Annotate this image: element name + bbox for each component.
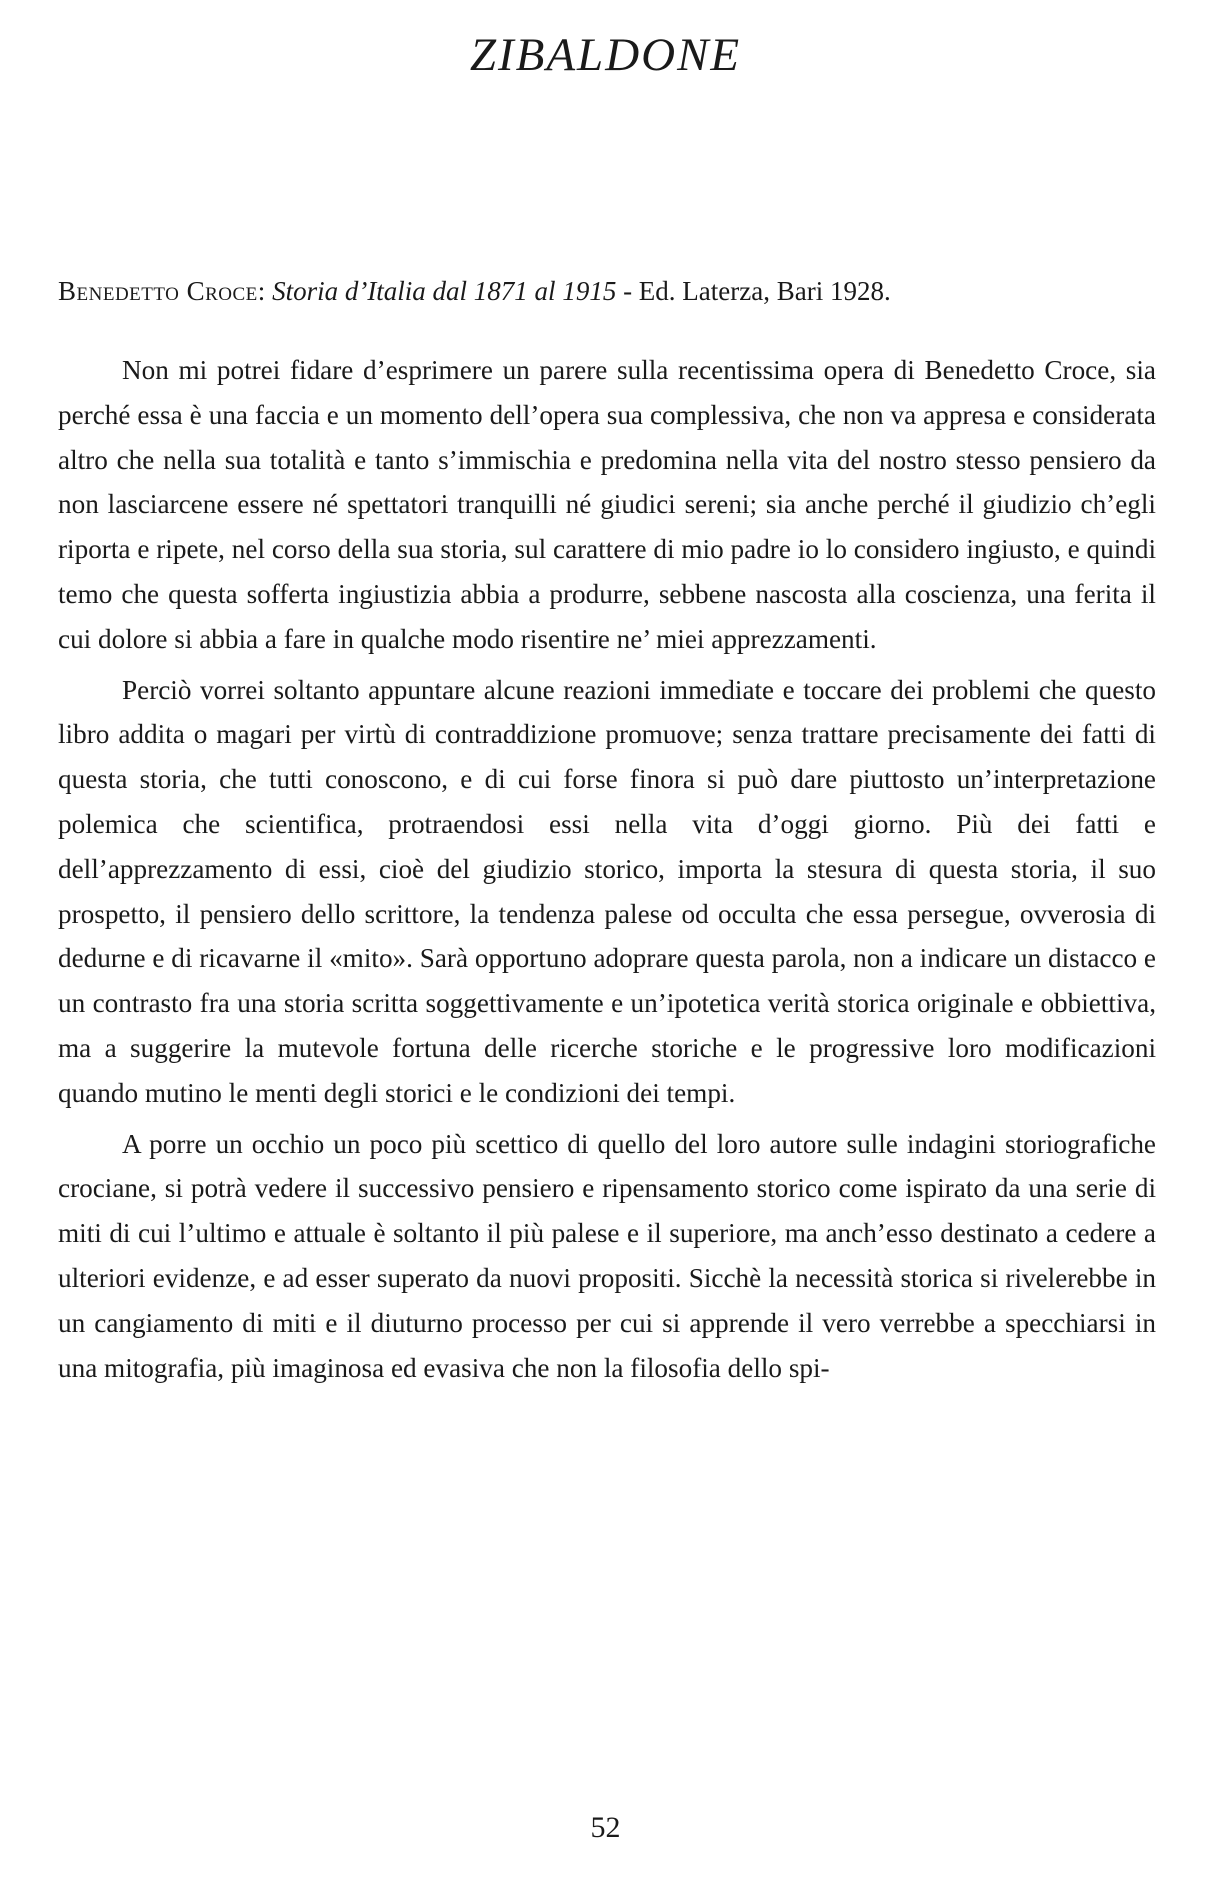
review-citation bbox=[58, 276, 1156, 307]
paragraph-2: Perciò vorrei soltanto appuntare alcune reazioni immediate e toccare dei problemi che questo libro addita o magari per virtù di contraddizione promuove; senza trattare precisamente dei fatti di questa storia, che tutti conoscono, e di cui forse finora si può dare piuttosto un’interpretazione polemica che scientifica, protraendosi essi nella vita d’oggi giorno. Più dei fatti e dell’apprezzamento di essi, cioè del giudizio storico, importa la stesura di questa storia, il suo prospetto, il pensiero dello scrittore, la tendenza palese od occulta che essa persegue, ovverosia di dedurne e di ricavarne il «mito». Sarà opportuno adoprare questa parola, non a indicare un distacco e un contrasto fra una storia scritta soggettivamente e un’ipotetica verità storica originale e obbiettiva, ma a suggerire la mutevole fortuna delle ricerche storiche e le progressive loro modificazioni quando mutino le menti degli storici e le condizioni dei tempi. bbox=[58, 674, 1156, 1108]
citation-author: Benedetto Croce bbox=[58, 276, 258, 306]
review-body bbox=[58, 348, 1156, 1390]
citation-book-title: Storia d’Italia dal 1871 al 1915 bbox=[272, 276, 617, 306]
running-title: ZIBALDONE bbox=[469, 29, 742, 81]
citation-publisher: - Ed. Laterza, Bari 1928. bbox=[616, 276, 891, 306]
paragraph-3: A porre un occhio un poco più scettico di quello del loro autore sulle indagini storiografiche crociane, si potrà vedere il successivo pensiero e ripensamento storico come ispirato da una serie di miti di cui l’ultimo e attuale è soltanto il più palese e il superiore, ma anch’esso destinato a cedere a ulteriori evidenze, e ad esser superato da nuovi propositi. Sicchè la necessità storica si rivelerebbe in un cangiamento di miti e il diuturno processo per cui si apprende il vero verrebbe a specchiarsi in una mitografia, più imaginosa ed evasiva che non la filosofia dello spi- bbox=[58, 1128, 1156, 1383]
citation-separator: : bbox=[257, 276, 273, 306]
page-number: 52 bbox=[590, 1811, 621, 1844]
paragraph-1: Non mi potrei fidare d’esprimere un parere sulla recentissima opera di Benedetto Croce, sia perché essa è una faccia e un momento dell’opera sua complessiva, che non va appresa e considerata altro che nella sua totalità e tanto s’immischia e predomina nella vita del nostro stesso pensiero da non lasciarcene essere né spettatori tranquilli né giudici sereni; sia anche perché il giudizio ch’egli riporta e ripete, nel corso della sua storia, sul carattere di mio padre io lo considero ingiusto, e quindi temo che questa sofferta ingiustizia abbia a produrre, sebbene nascosta alla coscienza, una ferita il cui dolore si abbia a fare in qualche modo risentire ne’ miei apprezzamenti. bbox=[58, 355, 1156, 654]
